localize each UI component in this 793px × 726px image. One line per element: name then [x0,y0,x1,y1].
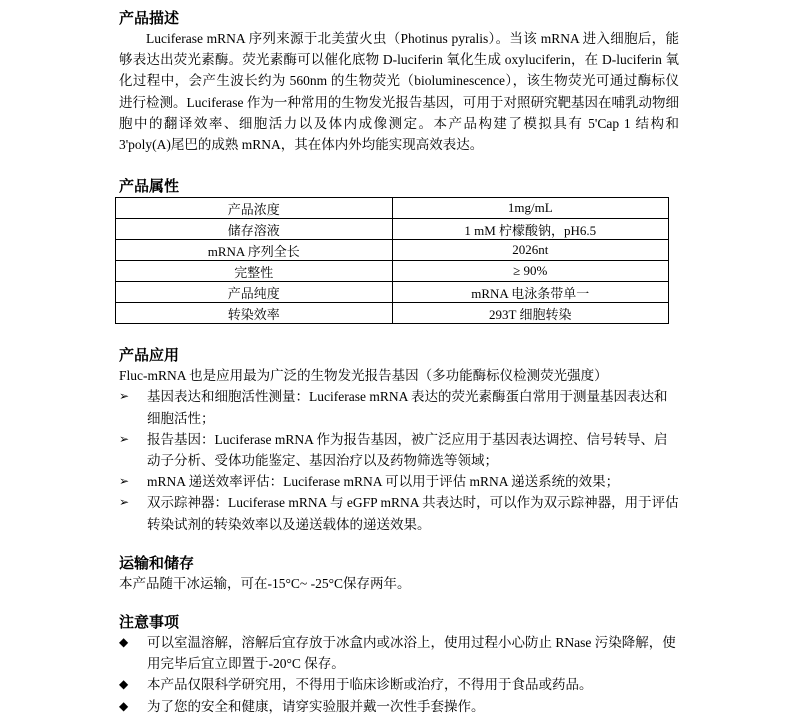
table-row [116,219,669,240]
table-row [116,303,669,324]
diamond-bullet-icon: ◆ [119,677,129,692]
list-item [119,674,679,695]
arrow-bullet-icon: ➢ [119,389,130,404]
storage-text: 本产品随干冰运输，可在-15°C~ -25°C保存两年。 [119,575,411,591]
table-row [116,261,669,282]
list-item [119,471,679,492]
list-item [119,492,679,534]
attr-value: mRNA 电泳条带单一 [392,282,669,303]
attr-key: 产品浓度 [116,198,393,219]
diamond-bullet-icon: ◆ [119,698,129,713]
list-item [119,696,679,717]
attr-key: mRNA 序列全长 [116,240,393,261]
section-title-description: 产品描述 [119,9,180,27]
attr-key: 完整性 [116,261,393,282]
arrow-bullet-icon: ➢ [119,495,130,510]
arrow-bullet-icon: ➢ [119,474,130,489]
application-item-text: 双示踪神器：Luciferase mRNA 与 eGFP mRNA 共表达时，可以作为双示踪神器，用于评估转染试剂的转染效率以及递送载体的递送效果。 [147,495,679,532]
list-item [119,429,679,471]
description-paragraph: Luciferase mRNA 序列来源于北美萤火虫（Photinus pyralis）。当该 mRNA 进入细胞后，能够表达出荧光素酶。荧光素酶可以催化底物 D-luciferin 氧化生成 oxyluciferin，在 D-luciferin 氧化过程中，会产生波长约为 560nm 的生物荧光（bioluminescence），该生物荧光可通过酶标仪进行检测。Luciferase 作为一种常用的生物发光报告基因，可用于对照研究靶基因在哺乳动物细胞中的翻译效率、细胞活力以及体内成像测定。本产品构建了模拟具有 5'Cap 1 结构和 3'poly(A)尾巴的成熟 mRNA，其在体内外均能实现高效表达。 [119,31,679,153]
application-item-text: mRNA 递送效率评估：Luciferase mRNA 可以用于评估 mRNA 递送系统的效果； [147,474,620,490]
attr-value: 1mg/mL [392,198,669,219]
attr-key: 转染效率 [116,303,393,324]
table-row [116,198,669,219]
table-row [116,240,669,261]
note-item-text: 本产品仅限科学研究用，不得用于临床诊断或治疗，不得用于食品或药品。 [147,677,593,693]
arrow-bullet-icon: ➢ [119,431,130,446]
table-row [116,282,669,303]
attributes-table [115,197,669,324]
attr-value: ≥ 90% [392,261,669,282]
attr-value: 2026nt [392,240,669,261]
section-title-application: 产品应用 [119,346,180,365]
section-title-storage: 运输和储存 [119,553,195,572]
attr-key: 产品纯度 [116,282,393,303]
note-item-text: 为了您的安全和健康，请穿实验服并戴一次性手套操作。 [147,698,485,714]
attr-value: 293T 细胞转染 [392,303,669,324]
application-item-text: 报告基因：Luciferase mRNA 作为报告基因，被广泛应用于基因表达调控、信号转导、启动子分析、受体功能鉴定、基因治疗以及药物筛选等领域； [147,431,668,469]
attr-value: 1 mM 柠檬酸钠，pH6.5 [392,219,669,240]
diamond-bullet-icon: ◆ [119,635,129,650]
section-title-notes: 注意事项 [119,613,180,632]
list-item [119,386,679,428]
list-item [119,632,679,674]
application-intro: Fluc-mRNA 也是应用最为广泛的生物发光报告基因（多功能酶标仪检测荧光强度） [119,368,608,384]
section-title-attributes: 产品属性 [119,177,180,196]
document [119,8,679,717]
note-item-text: 可以室温溶解，溶解后宜存放于冰盒内或冰浴上，使用过程小心防止 RNase 污染降解，使用完毕后宜立即置于-20°C 保存。 [147,635,676,672]
application-item-text: 基因表达和细胞活性测量：Luciferase mRNA 表达的荧光素酶蛋白常用于测量基因表达和细胞活性； [147,389,668,426]
attr-key: 储存溶液 [116,219,393,240]
